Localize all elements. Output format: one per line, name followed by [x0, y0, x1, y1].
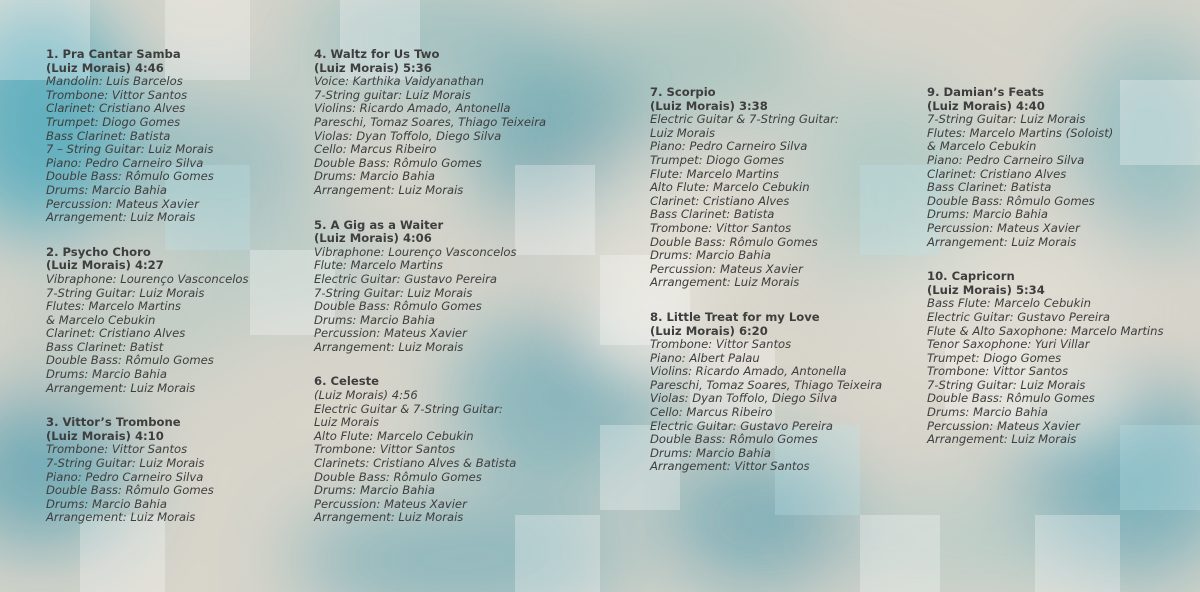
- track-7: [650, 86, 882, 290]
- track-5: [314, 219, 546, 355]
- credit-line: Drums: Marcio Bahia: [650, 445, 771, 460]
- track-title: 6. Celeste: [314, 374, 380, 389]
- credit-line: Double Bass: Rômulo Gomes: [927, 193, 1095, 208]
- credit-line: Arrangement: Luiz Morais: [314, 339, 464, 354]
- credit-line: Trombone: Vittor Santos: [314, 442, 456, 457]
- credit-line: Percussion: Mateus Xavier: [650, 261, 803, 276]
- credit-line: Drums: Marcio Bahia: [927, 207, 1048, 222]
- credit-line: Drums: Marcio Bahia: [46, 367, 167, 382]
- track-composer-duration: (Luiz Morais) 4:27: [46, 258, 164, 273]
- track-composer-duration: (Luiz Morais) 4:06: [314, 231, 432, 246]
- credit-line: Voice: Karthika Vaidyanathan: [314, 74, 484, 89]
- credit-line: Luiz Morais: [650, 125, 716, 140]
- track-9: [927, 86, 1164, 249]
- track-4: [314, 48, 546, 198]
- credit-line: Clarinet: Cristiano Alves: [927, 166, 1067, 181]
- credit-line: Arrangement: Luiz Morais: [314, 182, 464, 197]
- credit-line: Drums: Marcio Bahia: [650, 248, 771, 263]
- credit-line: Arrangement: Luiz Morais: [927, 234, 1077, 249]
- credit-line: Drums: Marcio Bahia: [314, 483, 435, 498]
- credit-line: Alto Flute: Marcelo Cebukin: [314, 428, 474, 443]
- credit-line: Trombone: Vittor Santos: [650, 337, 792, 352]
- track-title: 8. Little Treat for my Love: [650, 309, 820, 324]
- track-composer-duration: (Luiz Morais) 4:56: [314, 388, 418, 403]
- credit-line: Clarinet: Cristiano Alves: [46, 326, 186, 341]
- credit-line: Drums: Marcio Bahia: [46, 496, 167, 511]
- credit-line: Trumpet: Diogo Gomes: [927, 350, 1062, 365]
- credit-line: 7-String Guitar: Luiz Morais: [927, 112, 1086, 127]
- credit-line: Arrangement: Luiz Morais: [46, 210, 196, 225]
- credit-line: Violas: Dyan Toffolo, Diego Silva: [314, 128, 502, 143]
- track-composer-duration: (Luiz Morais) 5:34: [927, 282, 1045, 297]
- track-composer-duration: (Luiz Morais) 5:36: [314, 60, 432, 75]
- credit-line: Vibraphone: Lourenço Vasconcelos: [314, 244, 517, 259]
- credit-line: Cello: Marcus Ribeiro: [314, 142, 437, 157]
- credit-line: Arrangement: Luiz Morais: [314, 510, 464, 525]
- track-title: 7. Scorpio: [650, 85, 716, 99]
- credit-line: Piano: Pedro Carneiro Silva: [46, 469, 204, 484]
- credit-line: Percussion: Mateus Xavier: [927, 220, 1080, 235]
- credit-line: Tenor Saxophone: Yuri Villar: [927, 337, 1090, 352]
- credit-line: 7-String Guitar: Luiz Morais: [927, 377, 1086, 392]
- credit-line: Flutes: Marcelo Martins: [46, 299, 181, 314]
- credit-line: 7-String Guitar: Luiz Morais: [314, 285, 473, 300]
- credit-line: Arrangement: Luiz Morais: [46, 510, 196, 525]
- credit-line: Bass Clarinet: Batist: [46, 339, 164, 354]
- credit-line: Clarinets: Cristiano Alves & Batista: [314, 456, 517, 471]
- credit-line: Drums: Marcio Bahia: [314, 169, 435, 184]
- credit-line: Double Bass: Rômulo Gomes: [46, 353, 214, 368]
- credit-line: Piano: Pedro Carneiro Silva: [927, 152, 1085, 167]
- track-title: 3. Vittor’s Trombone: [46, 415, 181, 430]
- credit-line: Arrangement: Vittor Santos: [650, 459, 810, 474]
- track-title: 5. A Gig as a Waiter: [314, 217, 444, 232]
- credit-line: Double Bass: Rômulo Gomes: [46, 169, 214, 184]
- credit-line: Alto Flute: Marcelo Cebukin: [650, 180, 810, 195]
- credit-line: Pareschi, Tomaz Soares, Thiago Teixeira: [650, 377, 883, 392]
- credit-line: Trombone: Vittor Santos: [927, 364, 1069, 379]
- credit-line: Piano: Pedro Carneiro Silva: [650, 139, 808, 154]
- credit-line: Violins: Ricardo Amado, Antonella: [650, 364, 847, 379]
- track-title: 10. Capricorn: [927, 269, 1015, 284]
- credit-line: Percussion: Mateus Xavier: [314, 326, 467, 341]
- credit-line: Bass Clarinet: Batista: [46, 128, 171, 143]
- credit-line: Drums: Marcio Bahia: [46, 182, 167, 197]
- credit-line: Arrangement: Luiz Morais: [650, 275, 800, 290]
- credit-line: Violas: Dyan Toffolo, Diego Silva: [650, 391, 838, 406]
- track-composer-duration: (Luiz Morais) 6:20: [650, 323, 768, 338]
- column-2: [314, 48, 546, 525]
- credit-line: Percussion: Mateus Xavier: [314, 496, 467, 511]
- credit-line: Double Bass: Rômulo Gomes: [46, 483, 214, 498]
- credit-line: & Marcelo Cebukin: [927, 139, 1037, 154]
- credit-line: Mandolin: Luis Barcelos: [46, 74, 183, 89]
- credit-line: Electric Guitar: Gustavo Pereira: [650, 418, 833, 433]
- credit-line: Flute & Alto Saxophone: Marcelo Martins: [927, 323, 1164, 338]
- track-title: 9. Damian’s Feats: [927, 85, 1045, 99]
- track-composer-duration: (Luiz Morais) 4:10: [46, 428, 164, 443]
- credit-line: Double Bass: Rômulo Gomes: [314, 155, 482, 170]
- track-composer-duration: (Luiz Morais) 4:40: [927, 98, 1045, 113]
- credit-line: Electric Guitar & 7-String Guitar:: [314, 401, 503, 416]
- track-8: [650, 311, 882, 474]
- credit-line: Arrangement: Luiz Morais: [927, 432, 1077, 447]
- credit-line: Drums: Marcio Bahia: [927, 405, 1048, 420]
- credit-line: 7 – String Guitar: Luiz Morais: [46, 142, 214, 157]
- track-composer-duration: (Luiz Morais) 4:46: [46, 60, 164, 75]
- track-title: 1. Pra Cantar Samba: [46, 47, 181, 61]
- credit-line: 7-String Guitar: Luiz Morais: [46, 285, 205, 300]
- credit-line: Clarinet: Cristiano Alves: [650, 193, 790, 208]
- credit-line: 7-String Guitar: Luiz Morais: [46, 456, 205, 471]
- credit-line: 7-String guitar: Luiz Morais: [314, 87, 471, 102]
- credit-line: Flutes: Marcelo Martins (Soloist): [927, 125, 1114, 140]
- credit-line: Trumpet: Diogo Gomes: [650, 152, 785, 167]
- column-1: [46, 48, 249, 525]
- credit-line: Bass Clarinet: Batista: [927, 180, 1052, 195]
- credit-line: Cello: Marcus Ribeiro: [650, 405, 773, 420]
- credit-line: Double Bass: Rômulo Gomes: [650, 234, 818, 249]
- credit-line: Double Bass: Rômulo Gomes: [314, 469, 482, 484]
- credit-line: Arrangement: Luiz Morais: [46, 380, 196, 395]
- credit-line: Double Bass: Rômulo Gomes: [314, 299, 482, 314]
- credit-line: Electric Guitar: Gustavo Pereira: [314, 271, 497, 286]
- credit-line: & Marcelo Cebukin: [46, 312, 156, 327]
- track-6: [314, 375, 546, 525]
- track-composer-duration: (Luiz Morais) 3:38: [650, 98, 768, 113]
- credit-line: Percussion: Mateus Xavier: [927, 418, 1080, 433]
- credit-line: Trombone: Vittor Santos: [46, 87, 188, 102]
- credit-line: Electric Guitar & 7-String Guitar:: [650, 112, 839, 127]
- credit-line: Vibraphone: Lourenço Vasconcelos: [46, 271, 249, 286]
- credit-line: Flute: Marcelo Martins: [314, 258, 443, 273]
- column-4: [927, 86, 1164, 447]
- credit-line: Trombone: Vittor Santos: [650, 220, 792, 235]
- credit-line: Piano: Albert Palau: [650, 350, 760, 365]
- track-title: 2. Psycho Choro: [46, 244, 151, 259]
- credit-line: Clarinet: Cristiano Alves: [46, 101, 186, 116]
- credit-line: Luiz Morais: [314, 415, 380, 430]
- credit-line: Bass Clarinet: Batista: [650, 207, 775, 222]
- track-title: 4. Waltz for Us Two: [314, 47, 440, 61]
- track-3: [46, 416, 249, 525]
- credit-line: Violins: Ricardo Amado, Antonella: [314, 101, 511, 116]
- credit-line: Electric Guitar: Gustavo Pereira: [927, 309, 1110, 324]
- track-1: [46, 48, 249, 225]
- track-10: [927, 270, 1164, 447]
- credit-line: Double Bass: Rômulo Gomes: [650, 432, 818, 447]
- track-2: [46, 246, 249, 396]
- credit-line: Piano: Pedro Carneiro Silva: [46, 155, 204, 170]
- credit-line: Pareschi, Tomaz Soares, Thiago Teixeira: [314, 114, 547, 129]
- credit-line: Flute: Marcelo Martins: [650, 166, 779, 181]
- credit-line: Trumpet: Diogo Gomes: [46, 114, 181, 129]
- credit-line: Percussion: Mateus Xavier: [46, 196, 199, 211]
- credit-line: Trombone: Vittor Santos: [46, 442, 188, 457]
- column-3: [650, 86, 882, 474]
- credit-line: Double Bass: Rômulo Gomes: [927, 391, 1095, 406]
- credit-line: Bass Flute: Marcelo Cebukin: [927, 296, 1091, 311]
- credit-line: Drums: Marcio Bahia: [314, 312, 435, 327]
